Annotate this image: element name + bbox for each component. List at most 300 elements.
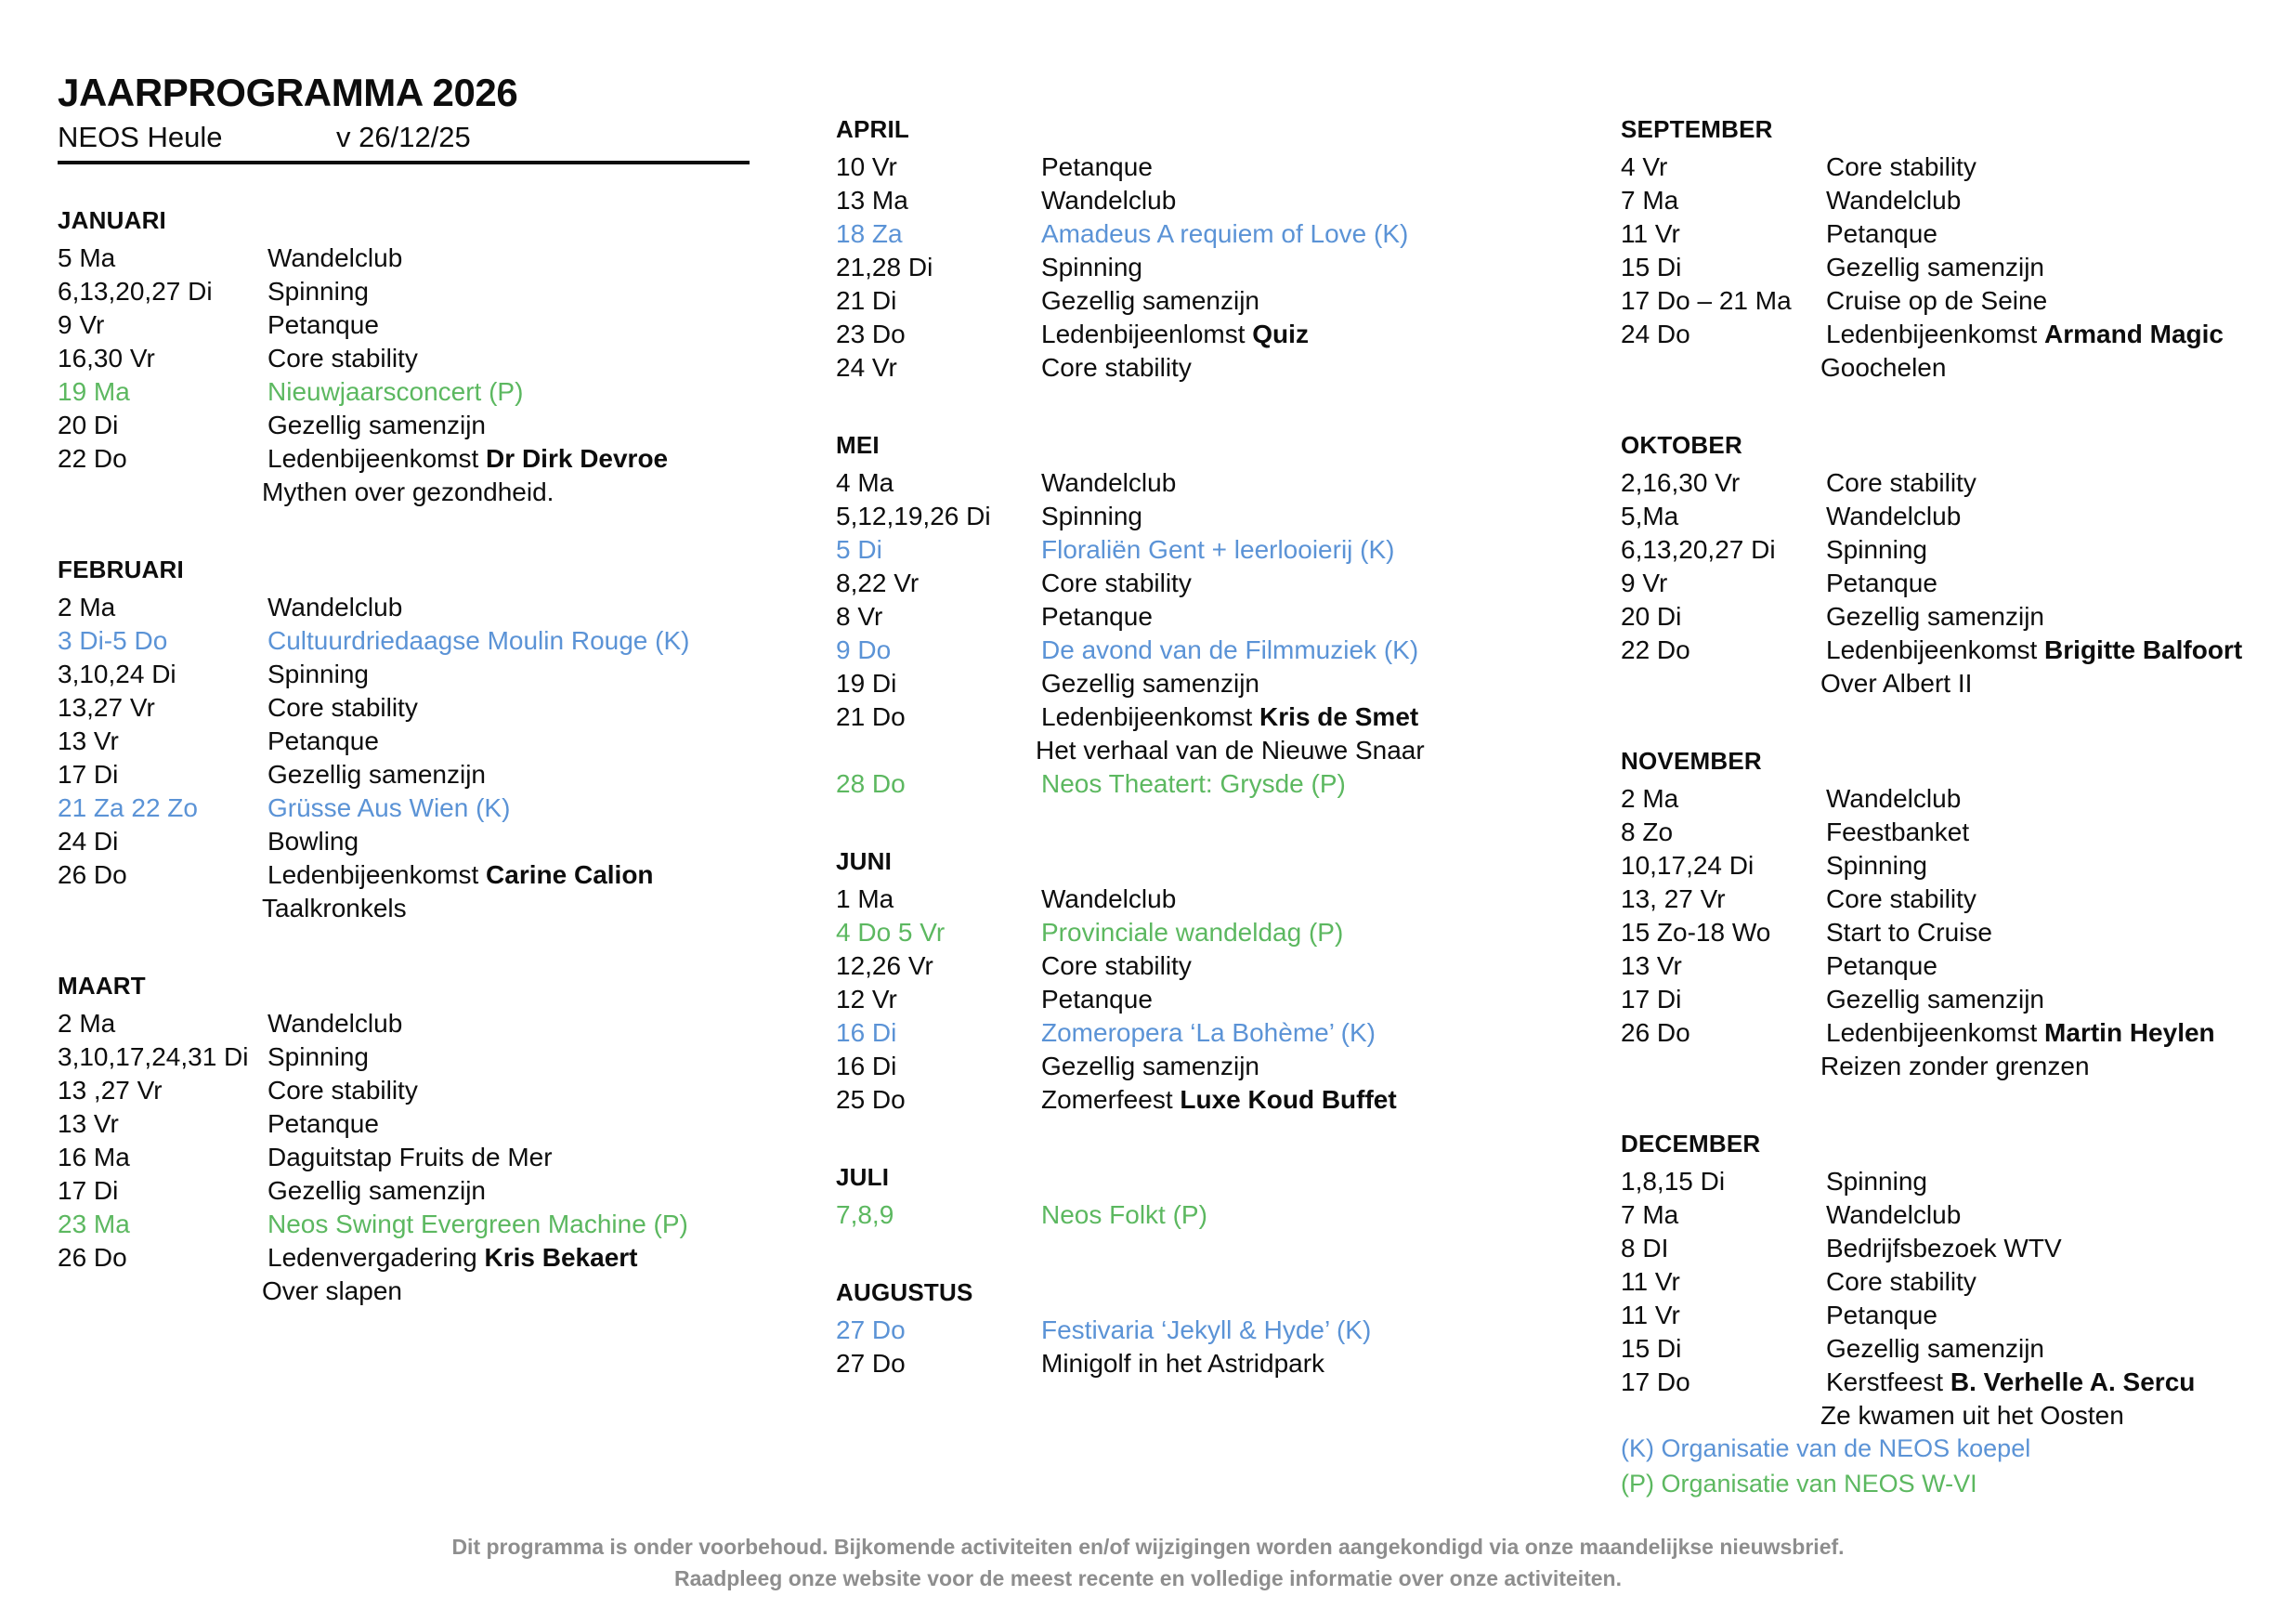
- program-row: [836, 251, 1579, 284]
- row-date: 17 Do: [1621, 1367, 1690, 1396]
- row-date: 5,12,19,26 Di: [836, 502, 991, 530]
- row-activity: Neos Swingt Evergreen Machine (P): [267, 1210, 688, 1238]
- row-date: 8 DI: [1621, 1234, 1669, 1262]
- program-row: [1621, 1198, 2271, 1232]
- row-activity: Gezellig samenzijn: [1826, 253, 2044, 281]
- program-row: [836, 916, 1579, 949]
- program-row-note: [58, 476, 801, 509]
- footer-disclaimer: [0, 1531, 2296, 1594]
- row-activity-highlight: Luxe Koud Buffet: [1180, 1085, 1397, 1114]
- row-activity: Petanque: [1826, 951, 1937, 980]
- program-row: [58, 691, 801, 725]
- row-date: 24 Do: [1621, 320, 1690, 348]
- program-row: [1621, 533, 2271, 567]
- row-activity: Bedrijfsbezoek WTV: [1826, 1234, 2062, 1262]
- row-activity-highlight: B. Verhelle A. Sercu: [1950, 1367, 2196, 1396]
- program-row-note: [58, 1275, 801, 1308]
- row-date: 6,13,20,27 Di: [1621, 535, 1776, 564]
- program-row: [836, 567, 1579, 600]
- program-row: [58, 591, 801, 624]
- month-heading: SEPTEMBER: [1621, 115, 1773, 143]
- row-activity: Spinning: [267, 277, 369, 306]
- month-heading: JUNI: [836, 847, 893, 875]
- footer-line-2: Raadpleeg onze website voor de meest recente en volledige informatie over onze activiteiten.: [674, 1566, 1622, 1590]
- row-activity-highlight: Kris de Smet: [1259, 702, 1419, 731]
- row-date: 26 Do: [58, 1243, 127, 1272]
- program-row: [836, 1050, 1579, 1083]
- program-row: [58, 624, 801, 658]
- program-row: [836, 600, 1579, 634]
- legend-wvl: (P) Organisatie van NEOS W-VI: [1621, 1470, 1977, 1498]
- program-row: [1621, 1165, 2271, 1198]
- row-activity-highlight: Quiz: [1252, 320, 1309, 348]
- program-row: [836, 150, 1579, 184]
- program-row: [1621, 1265, 2271, 1299]
- month-heading: JULI: [836, 1163, 890, 1191]
- row-activity: Spinning: [1826, 535, 1927, 564]
- row-date: 23 Do: [836, 320, 906, 348]
- row-activity: Petanque: [1826, 569, 1937, 597]
- row-note-text: Reizen zonder grenzen: [1820, 1052, 2090, 1080]
- month-heading: OKTOBER: [1621, 431, 1742, 459]
- legend: [1621, 1431, 2030, 1501]
- row-date: 19 Ma: [58, 377, 130, 406]
- row-date: 26 Do: [1621, 1018, 1690, 1047]
- program-row: [58, 825, 801, 858]
- page-title: JAARPROGRAMMA 2026: [58, 71, 518, 114]
- footer-line-1: Dit programma is onder voorbehoud. Bijkomende activiteiten en/of wijzigingen worden aangekondigd via onze maandelijkse nieuwsbrief.: [451, 1535, 1845, 1559]
- row-date: 4 Vr: [1621, 152, 1668, 181]
- row-date: 15 Di: [1621, 253, 1682, 281]
- row-date: 13 Vr: [58, 726, 119, 755]
- row-date: 7 Ma: [1621, 1200, 1679, 1229]
- row-activity: Wandelclub: [1826, 1200, 1962, 1229]
- row-note-spacer: [58, 892, 262, 925]
- row-activity: Cultuurdriedaagse Moulin Rouge (K): [267, 626, 690, 655]
- row-date: 3 Di-5 Do: [58, 626, 168, 655]
- row-note-text: Over Albert II: [1820, 669, 1973, 698]
- row-activity: Core stability: [1041, 951, 1192, 980]
- row-date: 13 Vr: [58, 1109, 119, 1138]
- row-activity: Neos Folkt (P): [1041, 1200, 1207, 1229]
- row-date: 7,8,9: [836, 1200, 894, 1229]
- month-block: [1621, 1126, 2271, 1432]
- program-row: [58, 1174, 801, 1208]
- row-note-spacer: [58, 476, 262, 509]
- row-date: 8 Vr: [836, 602, 883, 631]
- program-row: [1621, 782, 2271, 816]
- row-activity: Gezellig samenzijn: [267, 411, 486, 439]
- program-row: [836, 184, 1579, 217]
- row-activity: Amadeus A requiem of Love (K): [1041, 219, 1409, 248]
- column-middle: [836, 0, 1579, 1380]
- row-date: 15 Di: [1621, 1334, 1682, 1363]
- program-row: [836, 533, 1579, 567]
- row-activity: Gezellig samenzijn: [1041, 286, 1259, 315]
- row-date: 9 Do: [836, 635, 892, 664]
- row-activity-highlight: Armand Magic: [2044, 320, 2224, 348]
- row-note-spacer: [1621, 667, 1820, 700]
- row-date: 16 Ma: [58, 1143, 130, 1171]
- program-row: [58, 725, 801, 758]
- row-date: 21 Do: [836, 702, 906, 731]
- program-row-note: [836, 734, 1579, 767]
- row-date: 22 Do: [1621, 635, 1690, 664]
- row-date: 20 Di: [58, 411, 119, 439]
- row-date: 15 Zo-18 Wo: [1621, 918, 1771, 947]
- month-heading: NOVEMBER: [1621, 747, 1762, 775]
- program-row: [58, 1007, 801, 1040]
- program-row: [836, 883, 1579, 916]
- program-row: [836, 949, 1579, 983]
- row-activity: Petanque: [1826, 219, 1937, 248]
- row-date: 5,Ma: [1621, 502, 1679, 530]
- row-date: 2 Ma: [58, 593, 116, 621]
- row-activity: Ledenbijeenkomst Brigitte Balfoort: [1826, 635, 2243, 664]
- row-activity: Gezellig samenzijn: [1826, 1334, 2044, 1363]
- row-activity: Ledenbijeenkomst Martin Heylen: [1826, 1018, 2215, 1047]
- organisation-name: NEOS Heule: [58, 121, 223, 154]
- program-row: [1621, 634, 2271, 667]
- program-row: [836, 983, 1579, 1016]
- program-row: [1621, 849, 2271, 883]
- row-activity: Core stability: [1826, 152, 1976, 181]
- row-date: 4 Do 5 Vr: [836, 918, 946, 947]
- row-activity: Kerstfeest B. Verhelle A. Sercu: [1826, 1367, 2196, 1396]
- program-row: [1621, 949, 2271, 983]
- program-row: [836, 217, 1579, 251]
- month-heading: AUGUSTUS: [836, 1278, 973, 1306]
- row-date: 27 Do: [836, 1315, 906, 1344]
- row-note-text: Mythen over gezondheid.: [262, 477, 554, 506]
- row-activity: Core stability: [267, 344, 418, 373]
- row-date: 22 Do: [58, 444, 127, 473]
- program-row: [1621, 466, 2271, 500]
- row-activity: Petanque: [1041, 985, 1153, 1014]
- row-date: 13 Ma: [836, 186, 908, 215]
- program-row: [1621, 318, 2271, 351]
- row-activity: Gezellig samenzijn: [1826, 602, 2044, 631]
- row-activity: Wandelclub: [1826, 186, 1962, 215]
- program-row: [836, 318, 1579, 351]
- row-activity: Wandelclub: [1826, 502, 1962, 530]
- program-row: [1621, 251, 2271, 284]
- row-date: 11 Vr: [1621, 1301, 1680, 1329]
- row-activity: Core stability: [1826, 884, 1976, 913]
- row-activity: Cruise op de Seine: [1826, 286, 2048, 315]
- row-activity: Core stability: [1826, 1267, 1976, 1296]
- program-row: [1621, 500, 2271, 533]
- row-note-text: Over slapen: [262, 1276, 402, 1305]
- program-row: [58, 409, 801, 442]
- row-date: 17 Di: [58, 1176, 119, 1205]
- row-note-spacer: [836, 734, 1036, 767]
- month-block: [836, 1159, 1579, 1232]
- row-activity-highlight: Brigitte Balfoort: [2044, 635, 2243, 664]
- row-date: 8 Zo: [1621, 818, 1674, 846]
- row-date: 24 Vr: [836, 353, 897, 382]
- program-row: [1621, 916, 2271, 949]
- row-date: 4 Ma: [836, 468, 894, 497]
- program-row: [836, 500, 1579, 533]
- row-date: 18 Za: [836, 219, 903, 248]
- row-date: 2 Ma: [1621, 784, 1679, 813]
- program-row: [1621, 1232, 2271, 1265]
- row-date: 10 Vr: [836, 152, 897, 181]
- row-activity: Spinning: [1041, 502, 1142, 530]
- month-block: [836, 111, 1579, 385]
- month-block: [1621, 743, 2271, 1083]
- row-note-spacer: [58, 1275, 262, 1308]
- program-row: [836, 767, 1579, 801]
- program-row: [836, 284, 1579, 318]
- row-date: 13,27 Vr: [58, 693, 155, 722]
- row-activity-highlight: Dr Dirk Devroe: [486, 444, 669, 473]
- program-row: [58, 658, 801, 691]
- program-row: [58, 758, 801, 791]
- row-activity: Festivaria ‘Jekyll & Hyde’ (K): [1041, 1315, 1372, 1344]
- row-activity: Ledenbijeenlomst Quiz: [1041, 320, 1309, 348]
- row-activity: Wandelclub: [1041, 186, 1177, 215]
- program-row: [1621, 883, 2271, 916]
- program-row: [58, 1208, 801, 1241]
- row-activity: Petanque: [267, 310, 379, 339]
- column-left: [58, 0, 801, 1308]
- row-activity: Gezellig samenzijn: [1041, 669, 1259, 698]
- row-activity: Zomerfeest Luxe Koud Buffet: [1041, 1085, 1397, 1114]
- row-activity: Bowling: [267, 827, 359, 856]
- row-activity: Zomeropera ‘La Bohème’ (K): [1041, 1018, 1376, 1047]
- row-date: 5 Di: [836, 535, 882, 564]
- month-heading: JANUARI: [58, 206, 166, 234]
- row-activity: Start to Cruise: [1826, 918, 1992, 947]
- row-date: 8,22 Vr: [836, 569, 920, 597]
- row-date: 2,16,30 Vr: [1621, 468, 1741, 497]
- row-activity: Spinning: [1826, 851, 1927, 880]
- row-activity: Core stability: [1041, 353, 1192, 382]
- row-note-text: Het verhaal van de Nieuwe Snaar: [1036, 736, 1425, 765]
- program-row: [836, 1016, 1579, 1050]
- row-activity: Wandelclub: [1826, 784, 1962, 813]
- row-date: 7 Ma: [1621, 186, 1679, 215]
- row-activity: Petanque: [1041, 152, 1153, 181]
- row-activity: Neos Theatert: Grysde (P): [1041, 769, 1346, 798]
- program-row: [58, 1107, 801, 1141]
- month-heading: MAART: [58, 972, 146, 1000]
- row-activity: Minigolf in het Astridpark: [1041, 1349, 1325, 1378]
- row-date: 1,8,15 Di: [1621, 1167, 1726, 1196]
- row-date: 12 Vr: [836, 985, 897, 1014]
- row-activity: Daguitstap Fruits de Mer: [267, 1143, 553, 1171]
- row-date: 21 Za 22 Zo: [58, 793, 198, 822]
- row-date: 11 Vr: [1621, 1267, 1680, 1296]
- row-activity: Core stability: [267, 1076, 418, 1105]
- month-block: [836, 1275, 1579, 1380]
- row-date: 28 Do: [836, 769, 906, 798]
- row-date: 21 Di: [836, 286, 897, 315]
- program-row: [836, 634, 1579, 667]
- row-date: 11 Vr: [1621, 219, 1680, 248]
- row-note-text: Taalkronkels: [262, 894, 407, 922]
- row-activity: Ledenbijeenkomst Carine Calion: [267, 860, 654, 889]
- program-row: [1621, 600, 2271, 634]
- program-row: [1621, 284, 2271, 318]
- program-row: [1621, 184, 2271, 217]
- row-note-spacer: [1621, 351, 1820, 385]
- row-date: 13, 27 Vr: [1621, 884, 1726, 913]
- row-activity: Gezellig samenzijn: [1826, 985, 2044, 1014]
- version-label: v 26/12/25: [336, 121, 471, 154]
- program-row-note: [1621, 351, 2271, 385]
- row-activity: Petanque: [267, 1109, 379, 1138]
- row-activity: Spinning: [267, 1042, 369, 1071]
- row-activity: Ledenvergadering Kris Bekaert: [267, 1243, 638, 1272]
- month-block: [1621, 111, 2271, 385]
- month-block: [1621, 427, 2271, 700]
- row-note-text: Ze kwamen uit het Oosten: [1820, 1401, 2124, 1430]
- program-row: [58, 442, 801, 476]
- row-date: 10,17,24 Di: [1621, 851, 1755, 880]
- row-activity: Feestbanket: [1826, 818, 1970, 846]
- row-activity: Nieuwjaarsconcert (P): [267, 377, 524, 406]
- row-activity: Wandelclub: [267, 593, 403, 621]
- month-block: [58, 203, 801, 509]
- program-row: [1621, 1299, 2271, 1332]
- legend-koepel: (K) Organisatie van de NEOS koepel: [1621, 1434, 2031, 1462]
- month-block: [836, 844, 1579, 1117]
- row-date: 25 Do: [836, 1085, 906, 1114]
- row-date: 5 Ma: [58, 243, 116, 272]
- row-activity: Ledenbijeenkomst Dr Dirk Devroe: [267, 444, 669, 473]
- program-row-note: [1621, 1050, 2271, 1083]
- program-row: [1621, 816, 2271, 849]
- row-date: 9 Vr: [58, 310, 105, 339]
- row-activity: Wandelclub: [267, 243, 403, 272]
- row-activity: Spinning: [1826, 1167, 1927, 1196]
- month-block: [58, 968, 801, 1308]
- month-heading: APRIL: [836, 115, 909, 143]
- month-heading: DECEMBER: [1621, 1130, 1761, 1158]
- row-date: 3,10,17,24,31 Di: [58, 1042, 249, 1071]
- month-heading: MEI: [836, 431, 880, 459]
- row-activity: Wandelclub: [1041, 884, 1177, 913]
- row-activity: Gezellig samenzijn: [267, 760, 486, 789]
- row-activity: Petanque: [1826, 1301, 1937, 1329]
- program-row: [58, 1141, 801, 1174]
- row-activity: Core stability: [1041, 569, 1192, 597]
- row-activity: Floraliën Gent + leerlooierij (K): [1041, 535, 1395, 564]
- row-date: 17 Do – 21 Ma: [1621, 286, 1792, 315]
- row-activity-highlight: Martin Heylen: [2044, 1018, 2215, 1047]
- program-row: [58, 1241, 801, 1275]
- row-note-spacer: [1621, 1050, 1820, 1083]
- row-date: 1 Ma: [836, 884, 894, 913]
- row-date: 17 Di: [58, 760, 119, 789]
- row-activity: Wandelclub: [267, 1009, 403, 1038]
- row-activity: Wandelclub: [1041, 468, 1177, 497]
- program-row: [836, 1347, 1579, 1380]
- row-date: 16,30 Vr: [58, 344, 155, 373]
- month-block: [58, 552, 801, 925]
- program-row: [58, 275, 801, 308]
- program-row-note: [1621, 667, 2271, 700]
- row-activity: Gezellig samenzijn: [267, 1176, 486, 1205]
- program-row: [836, 1198, 1579, 1232]
- program-row: [1621, 1016, 2271, 1050]
- program-row: [58, 342, 801, 375]
- row-activity-highlight: Carine Calion: [486, 860, 654, 889]
- program-row: [1621, 217, 2271, 251]
- row-activity: Core stability: [1826, 468, 1976, 497]
- row-date: 6,13,20,27 Di: [58, 277, 213, 306]
- program-row: [1621, 983, 2271, 1016]
- row-date: 9 Vr: [1621, 569, 1668, 597]
- row-activity: Spinning: [1041, 253, 1142, 281]
- program-row: [1621, 567, 2271, 600]
- row-activity: Ledenbijeenkomst Kris de Smet: [1041, 702, 1419, 731]
- row-activity: De avond van de Filmmuziek (K): [1041, 635, 1419, 664]
- program-row: [836, 1314, 1579, 1347]
- program-row: [58, 791, 801, 825]
- row-date: 26 Do: [58, 860, 127, 889]
- row-date: 21,28 Di: [836, 253, 933, 281]
- program-row: [58, 308, 801, 342]
- row-date: 17 Di: [1621, 985, 1682, 1014]
- row-date: 2 Ma: [58, 1009, 116, 1038]
- program-row: [1621, 150, 2271, 184]
- row-activity: Gezellig samenzijn: [1041, 1052, 1259, 1080]
- program-row: [1621, 1332, 2271, 1366]
- program-row: [836, 466, 1579, 500]
- row-date: 19 Di: [836, 669, 897, 698]
- row-date: 3,10,24 Di: [58, 660, 176, 688]
- program-row: [58, 1074, 801, 1107]
- row-activity: Ledenbijeenkomst Armand Magic: [1826, 320, 2224, 348]
- row-activity: Provinciale wandeldag (P): [1041, 918, 1344, 947]
- program-row: [58, 1040, 801, 1074]
- row-date: 24 Di: [58, 827, 119, 856]
- row-date: 16 Di: [836, 1018, 897, 1047]
- row-activity: Petanque: [267, 726, 379, 755]
- row-date: 13 ,27 Vr: [58, 1076, 163, 1105]
- column-right: [1621, 0, 2271, 1432]
- program-row: [1621, 1366, 2271, 1399]
- program-row: [58, 858, 801, 892]
- row-date: 12,26 Vr: [836, 951, 933, 980]
- month-block: [836, 427, 1579, 801]
- row-activity: Core stability: [267, 693, 418, 722]
- row-activity: Petanque: [1041, 602, 1153, 631]
- program-row: [836, 351, 1579, 385]
- program-row: [836, 667, 1579, 700]
- row-date: 27 Do: [836, 1349, 906, 1378]
- program-row: [836, 1083, 1579, 1117]
- row-date: 20 Di: [1621, 602, 1682, 631]
- row-date: 16 Di: [836, 1052, 897, 1080]
- row-date: 13 Vr: [1621, 951, 1682, 980]
- row-date: 23 Ma: [58, 1210, 130, 1238]
- row-activity: Spinning: [267, 660, 369, 688]
- program-row-note: [58, 892, 801, 925]
- program-row: [58, 242, 801, 275]
- row-activity: Grüsse Aus Wien (K): [267, 793, 511, 822]
- row-activity-highlight: Kris Bekaert: [484, 1243, 638, 1272]
- program-row: [836, 700, 1579, 734]
- row-note-text: Goochelen: [1820, 353, 1947, 382]
- row-note-spacer: [1621, 1399, 1820, 1432]
- program-row: [58, 375, 801, 409]
- month-heading: FEBRUARI: [58, 556, 184, 583]
